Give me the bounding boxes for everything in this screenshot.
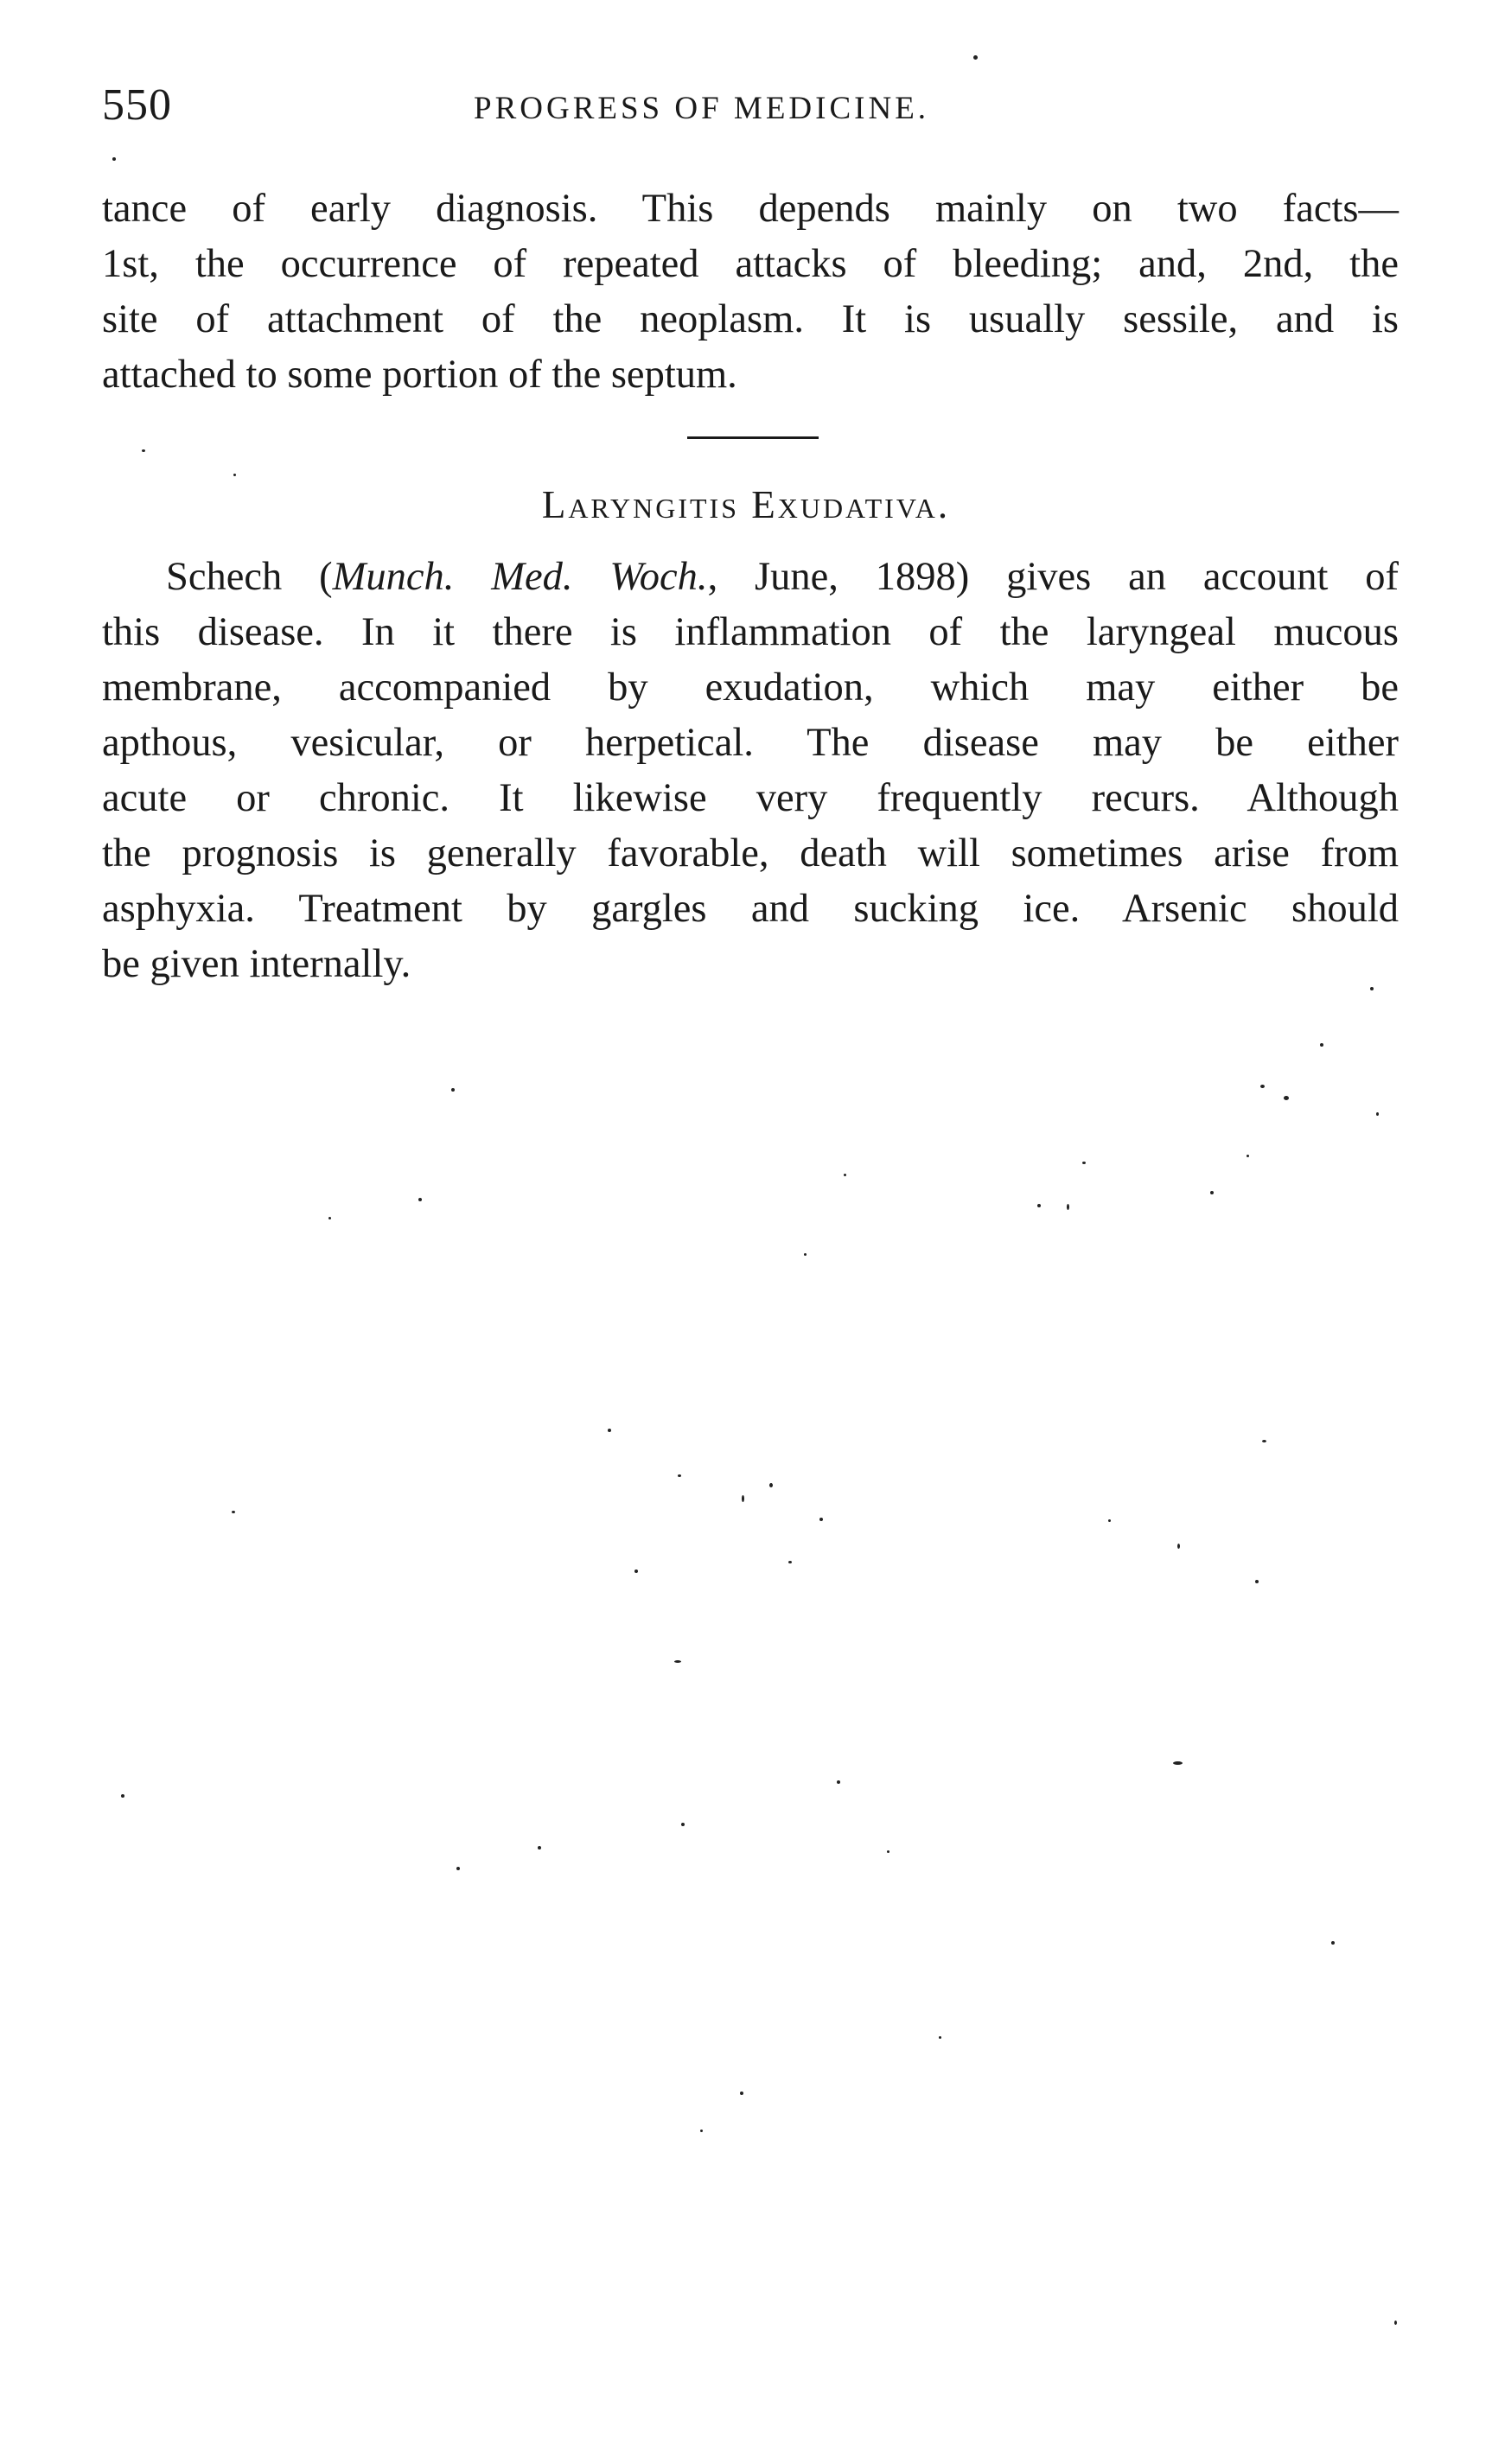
speck	[740, 2092, 743, 2095]
speck	[328, 1217, 331, 1219]
paragraph-body	[102, 550, 1399, 992]
speck	[1173, 1761, 1183, 1765]
speck	[700, 2130, 703, 2132]
section-heading: Laryngitis Exudativa.	[541, 483, 951, 526]
speck	[456, 1867, 460, 1870]
speck	[1247, 1155, 1249, 1157]
text-fragment: , June, 1898) gives an account of	[707, 555, 1400, 599]
text-line: asphyxia. Treatment by gargles and sucking ice. Arsenic should	[102, 887, 1399, 931]
speck	[1037, 1204, 1041, 1207]
speck	[769, 1483, 773, 1487]
section-divider	[687, 436, 819, 439]
speck	[804, 1253, 807, 1256]
speck	[232, 1511, 235, 1513]
speck	[1177, 1544, 1180, 1549]
speck	[1260, 1085, 1265, 1088]
speck	[538, 1846, 541, 1850]
speck	[1376, 1112, 1379, 1116]
text-line: acute or chronic. It likewise very frequently recurs. Although	[102, 776, 1399, 820]
speck	[1284, 1096, 1289, 1100]
paragraph-continuation	[102, 181, 1399, 403]
text-line: site of attachment of the neoplasm. It is usually sessile, and is	[102, 297, 1399, 341]
text-line: this disease. In it there is inflammation of the laryngeal mucous	[102, 610, 1399, 654]
journal-citation: Munch. Med. Woch.	[332, 555, 708, 599]
text-line: apthous, vesicular, or herpetical. The disease may be either	[102, 721, 1399, 765]
speck	[939, 2036, 941, 2039]
speck	[887, 1850, 889, 1853]
speck	[451, 1088, 455, 1092]
speck	[142, 449, 145, 452]
speck	[1108, 1519, 1111, 1522]
speck	[1262, 1440, 1266, 1442]
speck	[819, 1518, 823, 1521]
text-line: be given internally.	[102, 942, 411, 986]
speck	[742, 1495, 744, 1502]
speck	[674, 1660, 681, 1663]
speck	[1331, 1941, 1335, 1945]
text-line: attached to some portion of the septum.	[102, 353, 737, 397]
text-line: the prognosis is generally favorable, death will sometimes arise from	[102, 831, 1399, 875]
speck	[1082, 1162, 1086, 1164]
speck	[1320, 1043, 1323, 1047]
speck	[844, 1174, 846, 1176]
speck	[1067, 1204, 1069, 1210]
speck	[418, 1198, 422, 1201]
speck	[837, 1780, 840, 1784]
speck	[681, 1823, 685, 1826]
speck	[233, 474, 236, 476]
speck	[1370, 987, 1374, 990]
speck	[121, 1794, 124, 1798]
text-line: membrane, accompanied by exudation, which may either be	[102, 665, 1399, 710]
speck	[634, 1569, 638, 1573]
speck	[1394, 2321, 1397, 2325]
speck	[608, 1429, 611, 1432]
speck	[1210, 1191, 1214, 1194]
text-fragment: Schech (	[166, 555, 333, 599]
text-line: 1st, the occurrence of repeated attacks of bleeding; and, 2nd, the	[102, 242, 1399, 286]
speck	[973, 55, 978, 60]
text-line	[102, 550, 1399, 605]
speck	[788, 1561, 792, 1563]
speck	[1255, 1580, 1259, 1583]
speck	[678, 1474, 681, 1477]
page-number: 550	[102, 80, 172, 130]
speck	[112, 157, 116, 161]
running-head	[102, 80, 1399, 149]
running-title: PROGRESS OF MEDICINE.	[474, 91, 930, 126]
text-line: tance of early diagnosis. This depends mainly on two facts—	[102, 187, 1399, 231]
